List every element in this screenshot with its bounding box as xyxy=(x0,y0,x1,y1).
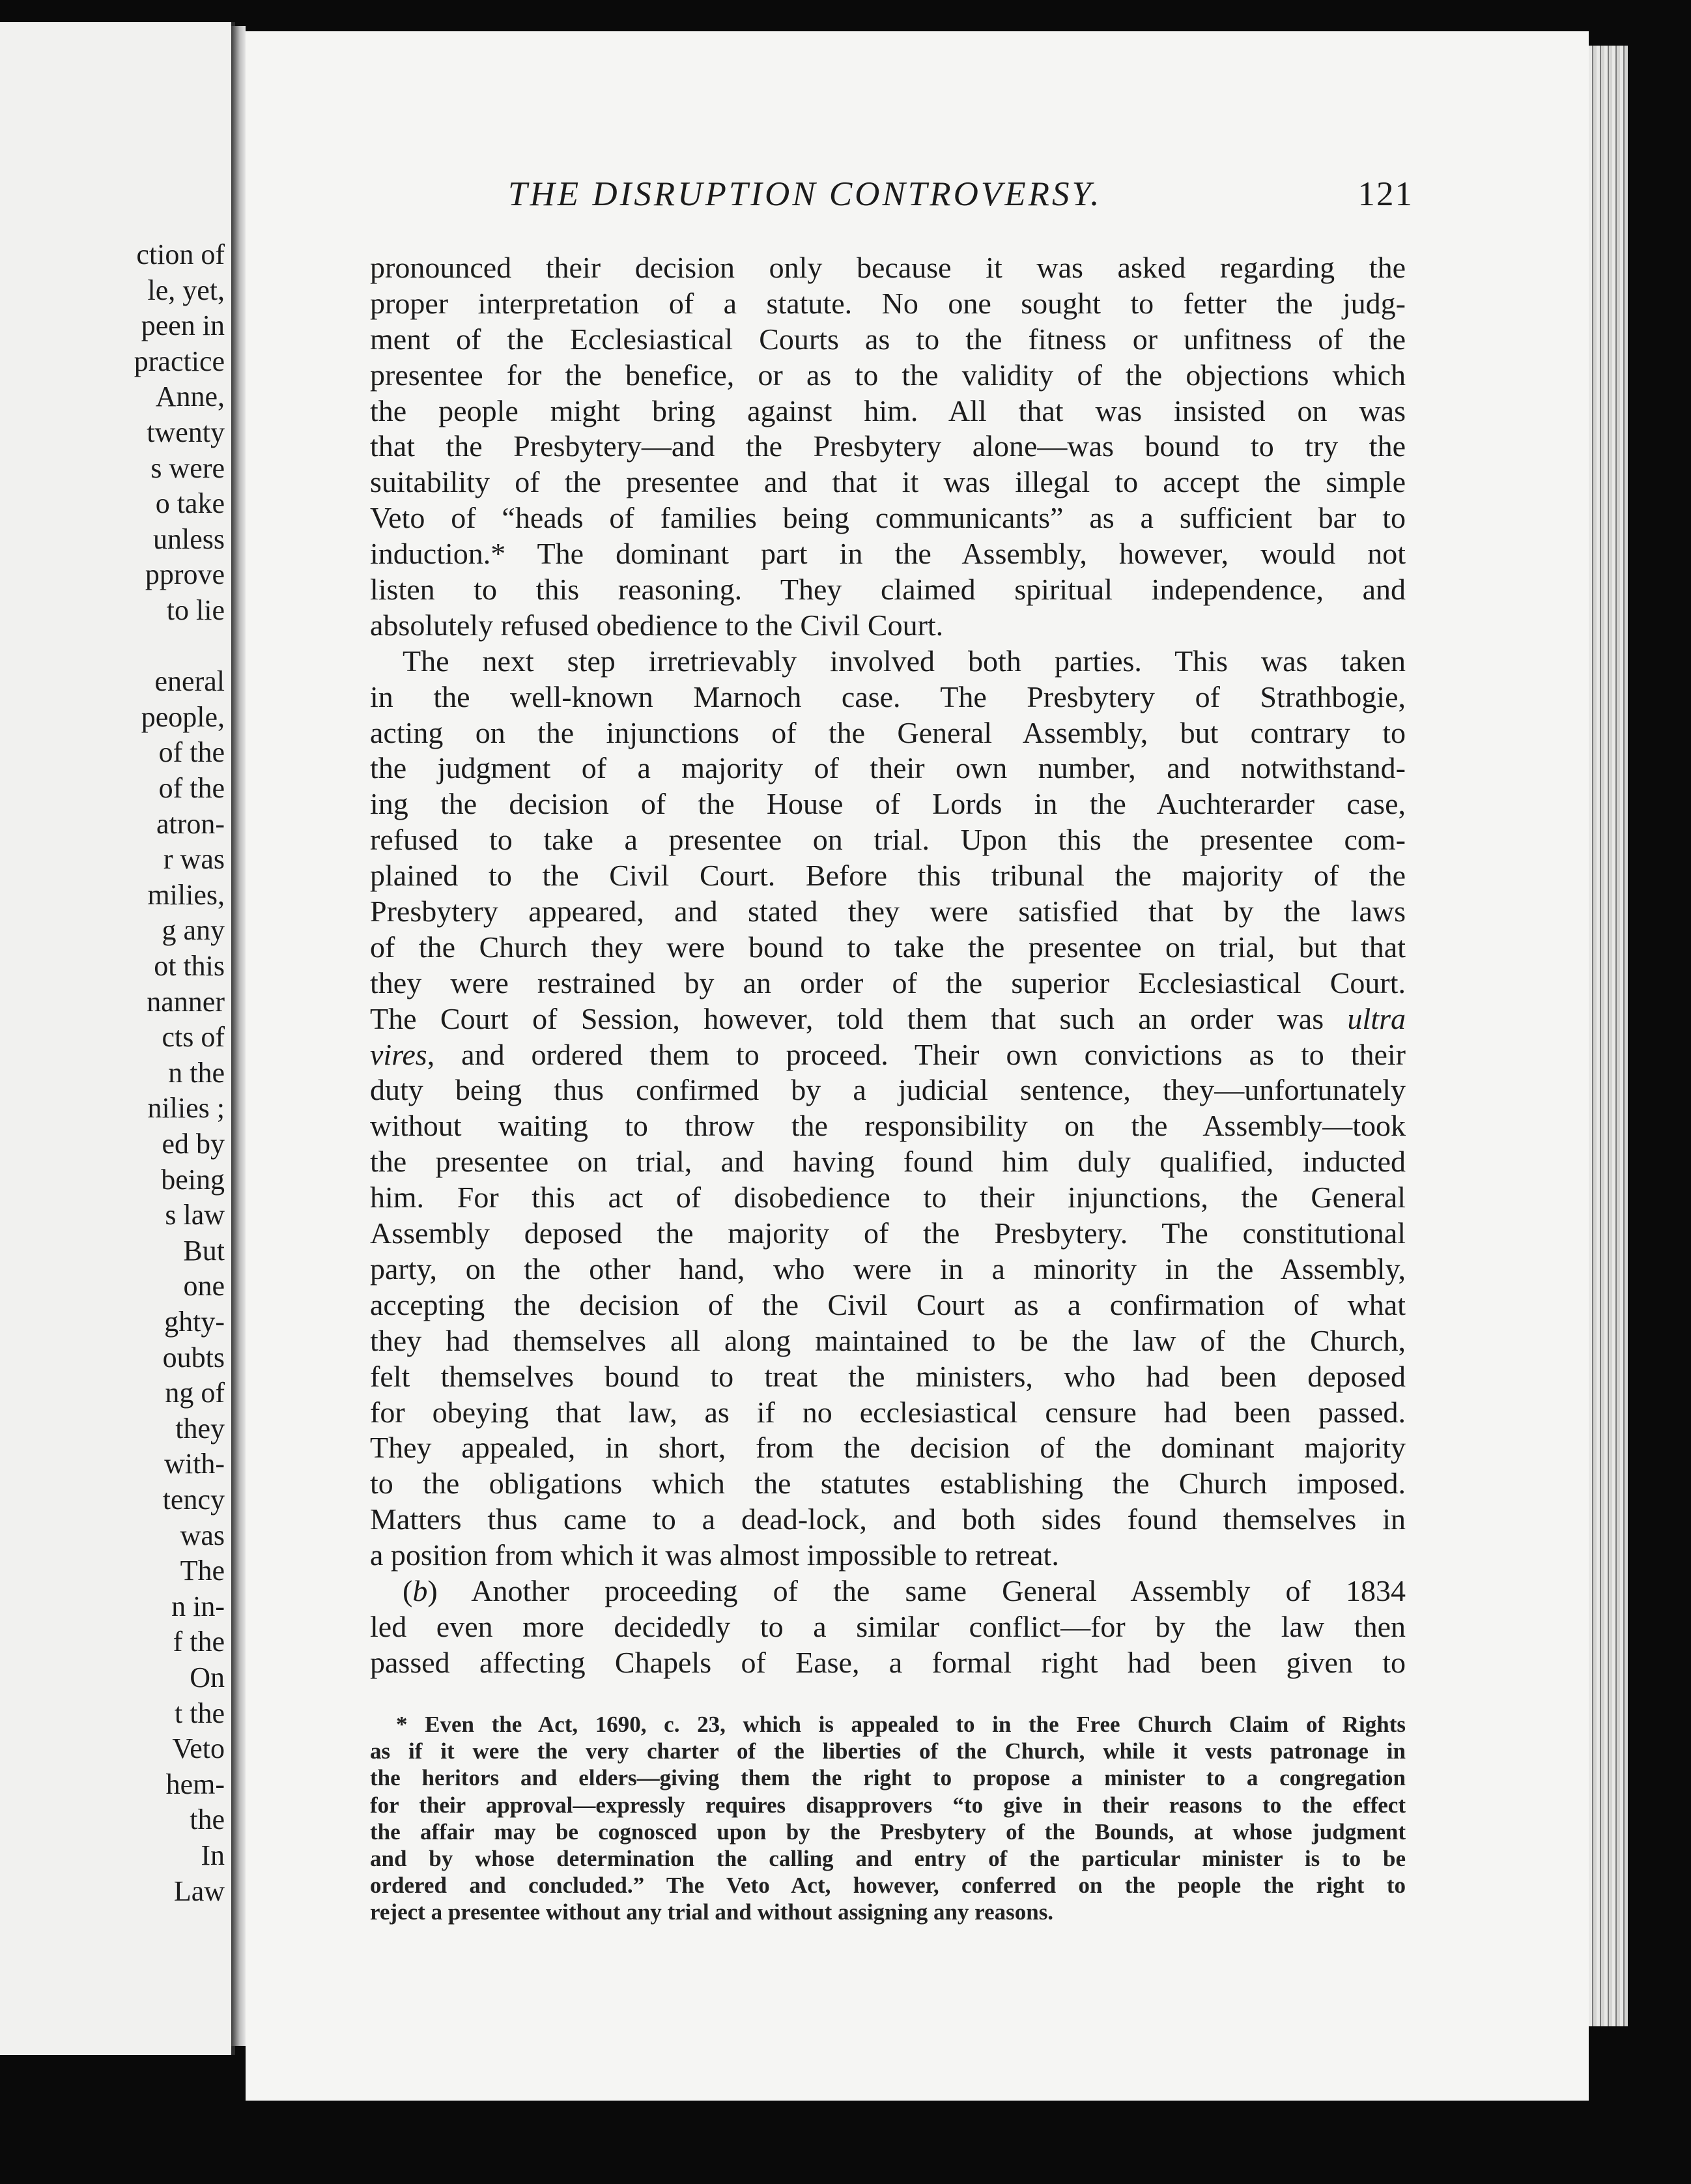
left-page-line: oubts xyxy=(162,1341,225,1373)
left-page-line: Law xyxy=(173,1875,225,1907)
text-line: pronounced their decision only because it was asked regarding the xyxy=(370,251,1406,284)
previous-page-fragment xyxy=(0,22,235,2055)
text-line: acting on the injunctions of the General Assembly, but contrary to xyxy=(370,715,1406,749)
text-line: Matters thus came to a dead-lock, and both sides found themselves in xyxy=(370,1502,1406,1536)
footnote xyxy=(370,1711,1406,1926)
left-page-line: ot this xyxy=(154,950,225,982)
text-line: listen to this reasoning. They claimed spiritual independence, and xyxy=(370,573,1406,607)
text-line: they were restrained by an order of the superior Ecclesiastical Court. xyxy=(370,966,1406,999)
left-page-line: eneral xyxy=(154,665,225,698)
text-line: they had themselves all along maintained to be the law of the Church, xyxy=(370,1323,1406,1357)
footnote-line: reject a presentee without any trial and without assigning any reasons. xyxy=(370,1899,1054,1925)
left-page-line: ghty- xyxy=(164,1306,225,1338)
left-page-line: to lie xyxy=(166,594,225,626)
text-line: passed affecting Chapels of Ease, a formal right had been given to xyxy=(370,1645,1406,1679)
text-line: the judgment of a majority of their own number, and notwithstand- xyxy=(370,751,1406,785)
left-page-line: being xyxy=(161,1163,225,1196)
text-line: ing the decision of the House of Lords in the Auchterarder case, xyxy=(370,787,1406,821)
text-line: the presentee on trial, and having found him duly qualified, inducted xyxy=(370,1145,1406,1179)
left-page-line: they xyxy=(175,1412,225,1444)
text-line: the people might bring against him. All that was insisted on was xyxy=(370,394,1406,427)
left-page-line: ng of xyxy=(165,1377,225,1409)
left-page-line: Veto xyxy=(172,1732,225,1765)
left-page-line: cts of xyxy=(162,1021,225,1054)
left-page-line: In xyxy=(201,1839,225,1871)
text-line: presentee for the benefice, or as to the validity of the objections which xyxy=(370,358,1406,392)
running-header xyxy=(508,175,1414,220)
text-line: induction.* The dominant part in the Assembly, however, would not xyxy=(370,537,1406,571)
left-page-line: ction of xyxy=(136,238,225,270)
left-page-line: n in- xyxy=(171,1590,225,1622)
left-page-line: On xyxy=(190,1661,225,1693)
left-page-line: of the xyxy=(158,772,225,804)
left-page-line: s were xyxy=(150,452,225,484)
text-line: felt themselves bound to treat the ministers, who had been deposed xyxy=(370,1359,1406,1393)
left-page-line: was xyxy=(180,1519,225,1551)
footnote-line: as if it were the very charter of the liberties of the Church, while it vests patronage in xyxy=(370,1738,1406,1764)
text-line: vires, and ordered them to proceed. Their own convictions as to their xyxy=(370,1037,1406,1071)
text-line: Veto of “heads of families being communicants” as a sufficient bar to xyxy=(370,501,1406,535)
left-page-line: f the xyxy=(173,1626,225,1658)
text-line: to the obligations which the statutes establishing the Church imposed. xyxy=(370,1467,1406,1501)
body-text xyxy=(370,250,1406,1681)
left-page-line: g any xyxy=(162,914,225,947)
running-title: THE DISRUPTION CONTROVERSY. xyxy=(508,175,1102,213)
footnote-line: for their approval—expressly requires disapprovers “to give in their reasons to the effect xyxy=(370,1792,1406,1818)
left-page-line: ed by xyxy=(162,1128,225,1160)
left-page-line: nilies ; xyxy=(147,1092,225,1125)
left-page-line: milies, xyxy=(147,878,225,911)
text-line: ment of the Ecclesiastical Courts as to the fitness or unfitness of the xyxy=(370,322,1406,356)
footnote-line: the affair may be cognosced upon by the Presbytery of the Bounds, at whose judgment xyxy=(370,1818,1406,1845)
left-page-line: the xyxy=(190,1803,225,1836)
footnote-line: * Even the Act, 1690, c. 23, which is appealed to in the Free Church Claim of Rights xyxy=(396,1712,1406,1737)
text-line: absolutely refused obedience to the Civil Court. xyxy=(370,608,944,642)
left-page-line: of the xyxy=(158,736,225,769)
text-line: in the well-known Marnoch case. The Presbytery of Strathbogie, xyxy=(370,680,1406,713)
text-line: proper interpretation of a statute. No one sought to fetter the judg- xyxy=(370,286,1406,320)
text-line: (b) Another proceeding of the same General Assembly of 1834 xyxy=(403,1573,1406,1607)
left-page-line: hem- xyxy=(165,1768,225,1800)
left-page-line: atron- xyxy=(156,807,225,840)
footnote-line: ordered and concluded.” The Veto Act, however, conferred on the people the right to xyxy=(370,1873,1406,1899)
left-page-line: practice xyxy=(134,345,225,377)
text-line: that the Presbytery—and the Presbytery alone—was bound to try the xyxy=(370,429,1406,463)
left-page-line: s law xyxy=(165,1199,225,1231)
text-line: of the Church they were bound to take the presentee on trial, but that xyxy=(370,930,1406,964)
book-gutter xyxy=(231,26,246,2046)
page-edges xyxy=(1589,46,1628,2026)
text-line: without waiting to throw the responsibility on the Assembly—took xyxy=(370,1109,1406,1143)
text-line: The Court of Session, however, told them that such an order was ultra xyxy=(370,1001,1406,1035)
footnote-line: the heritors and elders—giving them the right to propose a minister to a congregation xyxy=(370,1765,1406,1791)
left-page-line: nanner xyxy=(147,985,225,1018)
text-line: Assembly deposed the majority of the Presbytery. The constitutional xyxy=(370,1216,1406,1250)
left-page-line: o take xyxy=(155,487,225,520)
left-page-line: one xyxy=(183,1270,225,1302)
footnote-line: and by whose determination the calling and entry of the particular minister is to be xyxy=(370,1845,1406,1871)
text-line: accepting the decision of the Civil Court as a confirmation of what xyxy=(370,1287,1406,1321)
left-page-line: with- xyxy=(164,1448,225,1480)
left-page-line: pprove xyxy=(145,558,225,591)
left-page-line: tency xyxy=(162,1484,225,1516)
page-number: 121 xyxy=(1357,175,1414,213)
text-line: duty being thus confirmed by a judicial sentence, they—unfortunately xyxy=(370,1073,1406,1107)
text-line: The next step irretrievably involved both parties. This was taken xyxy=(403,644,1406,678)
text-line: a position from which it was almost impossible to retreat. xyxy=(370,1538,1059,1572)
left-page-line: people, xyxy=(141,700,225,733)
text-line: plained to the Civil Court. Before this tribunal the majority of the xyxy=(370,859,1406,893)
left-page-line: n the xyxy=(168,1056,225,1089)
left-page-line: t the xyxy=(175,1697,225,1729)
text-line: for obeying that law, as if no ecclesiastical censure had been passed. xyxy=(370,1395,1406,1429)
left-page-line: Anne, xyxy=(155,381,225,413)
left-page-line: But xyxy=(183,1234,225,1267)
left-page-line: le, yet, xyxy=(147,274,225,306)
text-line: refused to take a presentee on trial. Upon this the presentee com- xyxy=(370,823,1406,857)
left-page-line: unless xyxy=(153,523,225,555)
left-page-line: twenty xyxy=(147,416,225,448)
text-line: suitability of the presentee and that it was illegal to accept the simple xyxy=(370,465,1406,499)
text-line: Presbytery appeared, and stated they were satisfied that by the laws xyxy=(370,895,1406,928)
text-line: party, on the other hand, who were in a minority in the Assembly, xyxy=(370,1252,1406,1286)
left-page-line: r was xyxy=(163,843,225,876)
text-line: led even more decidedly to a similar conflict—for by the law then xyxy=(370,1609,1406,1643)
text-line: him. For this act of disobedience to their injunctions, the General xyxy=(370,1181,1406,1214)
left-page-line: peen in xyxy=(141,309,225,342)
text-line: They appealed, in short, from the decision of the dominant majority xyxy=(370,1431,1406,1465)
left-page-line: The xyxy=(180,1555,225,1587)
